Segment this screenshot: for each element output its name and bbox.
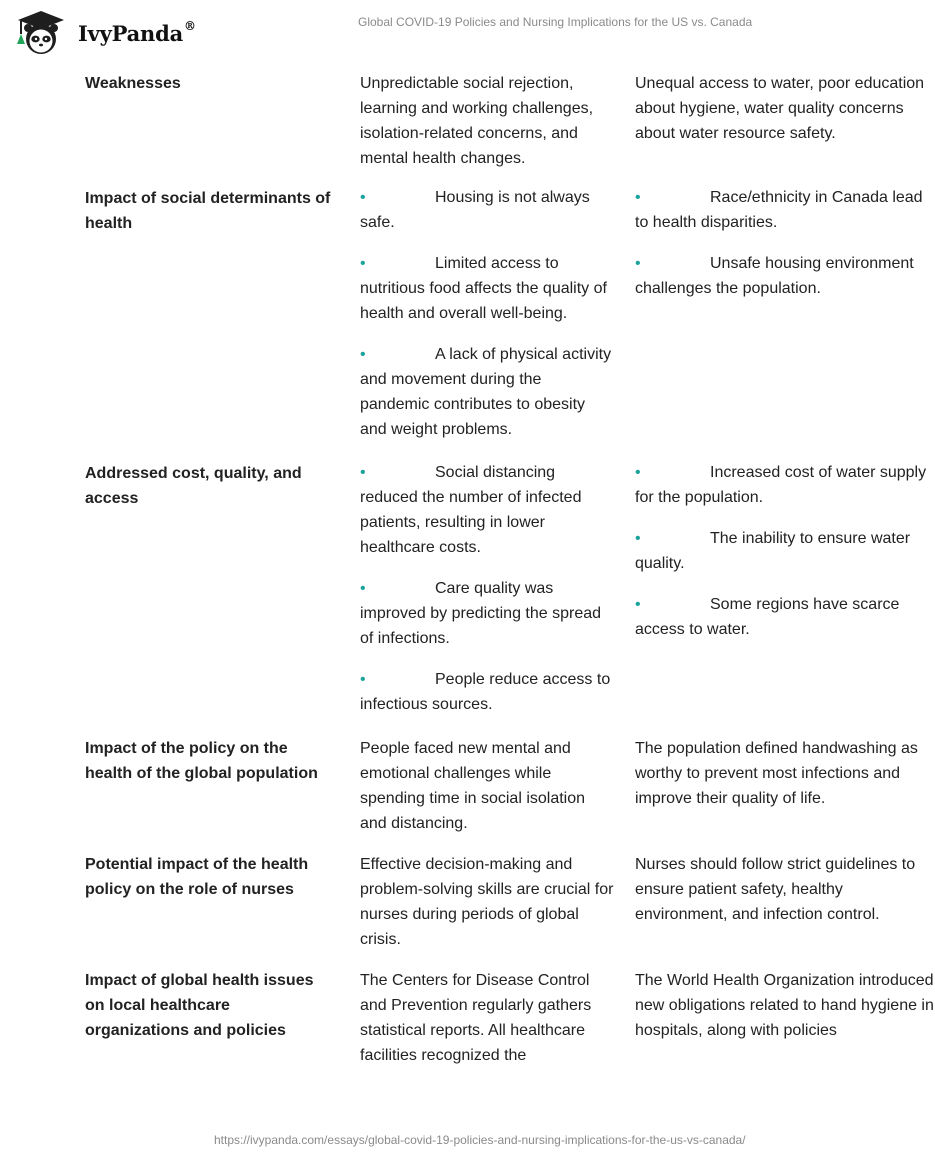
cell-text: Unequal access to water, poor education about hygiene, water quality concerns about water resource safety. — [635, 75, 925, 142]
list-item-text: Social distancing reduced the number of infected patients, resulting in lower healthcare costs. — [360, 464, 582, 556]
table-row — [85, 967, 934, 1067]
list-item — [635, 185, 935, 235]
row-label: Impact of the policy on the health of the global population — [85, 740, 318, 782]
row-label: Impact of social determinants of health — [85, 190, 331, 232]
bullet-icon: • — [635, 464, 641, 481]
bullet-icon: • — [360, 464, 366, 481]
list-item-text: Housing is not always safe. — [360, 189, 590, 231]
list-item — [360, 576, 614, 651]
cell-text: The Centers for Disease Control and Prevention regularly gathers statistical reports. All healthcare facilities recognized the — [360, 972, 592, 1064]
list-item — [635, 526, 935, 576]
bullet-icon: • — [360, 189, 366, 206]
canada-cell — [635, 185, 935, 301]
canada-cell — [635, 735, 935, 811]
us-cell — [360, 185, 614, 442]
us-cell — [360, 851, 614, 952]
canada-cell-clip — [635, 185, 923, 301]
cell-text: The population defined handwashing as worthy to prevent most infections and improve their quality of life. — [635, 740, 918, 807]
canada-cell — [635, 70, 935, 146]
source-url[interactable]: https://ivypanda.com/essays/global-covid-19-policies-and-nursing-implications-for-the-us-vs-canada/ — [214, 1133, 746, 1147]
brand-name: IvyPanda® — [78, 18, 196, 46]
list-item — [635, 460, 935, 510]
document-title: Global COVID-19 Policies and Nursing Implications for the US vs. Canada — [358, 15, 753, 29]
cell-text: People faced new mental and emotional challenges while spending time in social isolation and distancing. — [360, 740, 586, 832]
list-item-text: Race/ethnicity in Canada lead to health disparities. — [635, 189, 923, 231]
canada-cell — [635, 851, 935, 927]
bullet-icon: • — [360, 255, 366, 272]
canada-cell-clip — [635, 967, 934, 1043]
list-item-text: The inability to ensure water quality. — [635, 530, 911, 572]
bullet-icon: • — [635, 530, 641, 547]
bullet-icon: • — [635, 255, 641, 272]
canada-cell — [635, 460, 935, 642]
bullet-icon: • — [360, 580, 366, 597]
row-label: Impact of global health issues on local healthcare organizations and policies — [85, 972, 314, 1039]
list-item-text: Limited access to nutritious food affects the quality of health and overall well-being. — [360, 255, 607, 322]
list-item — [635, 592, 935, 642]
list-item — [635, 251, 935, 301]
cell-text: Unpredictable social rejection, learning and working challenges, isolation-related concerns, and mental health changes. — [360, 75, 594, 167]
cell-text: Effective decision-making and problem-solving skills are crucial for nurses during periods of global crisis. — [360, 856, 614, 948]
bullet-icon: • — [635, 189, 641, 206]
row-label: Potential impact of the health policy on the role of nurses — [85, 856, 309, 898]
bullet-icon: • — [360, 346, 366, 363]
logo[interactable] — [14, 8, 196, 56]
list-item-text: Unsafe housing environment challenges the population. — [635, 255, 914, 297]
table-row — [85, 460, 927, 735]
bullet-icon: • — [360, 671, 366, 688]
row-label: Addressed cost, quality, and access — [85, 465, 302, 507]
comparison-table — [85, 70, 934, 1067]
bullet-icon: • — [635, 596, 641, 613]
table-row — [85, 70, 925, 185]
list-item-text: Increased cost of water supply for the population. — [635, 464, 927, 506]
list-item — [360, 667, 614, 717]
table-row — [85, 185, 923, 460]
table-row — [85, 735, 918, 851]
list-item-text: A lack of physical activity and movement during the pandemic contributes to obesity and weight problems. — [360, 346, 612, 438]
canada-cell-clip — [635, 70, 925, 146]
table-row — [85, 851, 916, 967]
list-item-text: Some regions have scarce access to water. — [635, 596, 900, 638]
canada-cell — [635, 967, 935, 1043]
list-item-text: People reduce access to infectious sources. — [360, 671, 611, 713]
cell-text: Nurses should follow strict guidelines to ensure patient safety, healthy environment, and infection control. — [635, 856, 916, 923]
row-label: Weaknesses — [85, 75, 181, 92]
canada-cell-clip — [635, 851, 916, 927]
cell-text: The World Health Organization introduced new obligations related to hand hygiene in hospitals, along with policies — [635, 972, 934, 1039]
list-item — [360, 460, 614, 560]
list-item — [360, 251, 614, 326]
us-cell — [360, 460, 614, 717]
list-item — [360, 185, 614, 235]
list-item — [360, 342, 614, 442]
us-cell — [360, 70, 614, 171]
us-cell — [360, 735, 614, 836]
list-item-text: Care quality was improved by predicting the spread of infections. — [360, 580, 602, 647]
canada-cell-clip — [635, 460, 927, 642]
us-cell — [360, 967, 614, 1068]
panda-logo-icon — [14, 8, 72, 56]
canada-cell-clip — [635, 735, 918, 811]
